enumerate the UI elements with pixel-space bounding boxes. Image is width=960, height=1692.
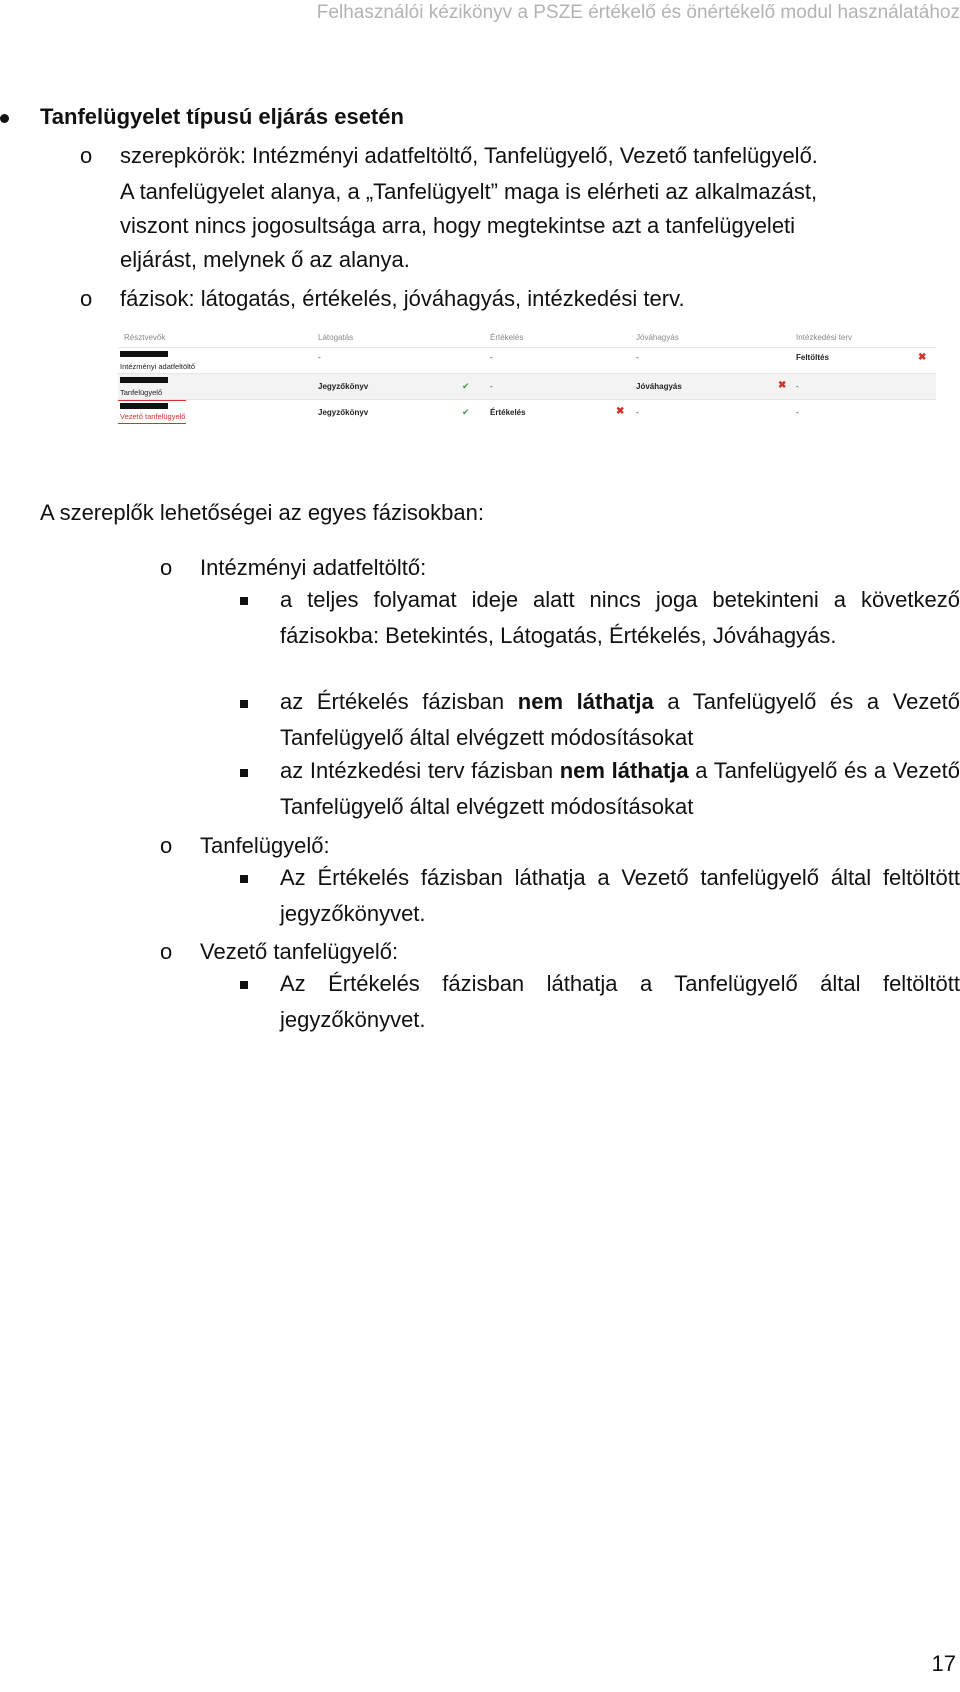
redacted-name (120, 377, 168, 383)
header-latogatas: Látogatás (318, 333, 354, 342)
header-jovahagyas: Jóváhagyás (636, 333, 679, 342)
redacted-name (120, 403, 168, 409)
cross-icon: ✖ (918, 352, 927, 363)
header-ertekeles: Értékelés (490, 333, 524, 342)
bullet-dot-icon (0, 114, 9, 123)
square-bullet-icon (240, 700, 248, 708)
highlight-line (118, 400, 186, 401)
roles-intro: A szereplők lehetőségei az egyes fázisokban: (40, 500, 484, 525)
actor-intezmenyi-adatfelto: Intézményi adatfeltöltő: (200, 555, 427, 580)
cell-ertekeles: - (490, 382, 493, 391)
cell-ertekeles: Értékelés (490, 408, 526, 417)
header-intezkedesi-terv: Intézkedési terv (796, 333, 853, 342)
actor-tanfelugyelo: Tanfelügyelő: (200, 833, 330, 858)
note-line-1: A tanfelügyelet alanya, a „Tanfelügyelt” maga is elérheti az alkalmazást, (120, 179, 818, 204)
table-header (118, 332, 936, 346)
actor2-item-1: Az Értékelés fázisban láthatja a Vezető tanfelügyelő által feltöltött jegyzőkönyvet. (280, 865, 960, 926)
row-role-highlighted: Vezető tanfelügyelő (120, 412, 186, 421)
check-icon: ✔ (462, 407, 470, 417)
table-row (118, 399, 936, 425)
cell-jovahagyas: - (636, 353, 639, 362)
cell-latogatas: Jegyzőkönyv (318, 408, 369, 417)
phase-table-screenshot (118, 332, 936, 424)
cell-intezkedesi: - (796, 382, 799, 391)
roles-line: szerepkörök: Intézményi adatfeltöltő, Tanfelügyelő, Vezető tanfelügyelő. (120, 143, 818, 168)
redacted-name (120, 351, 168, 357)
actor-vezeto-tanfelugyelo: Vezető tanfelügyelő: (200, 939, 399, 964)
list-marker-o: o (160, 833, 173, 858)
square-bullet-icon (240, 769, 248, 777)
cross-icon: ✖ (778, 380, 787, 391)
row-role: Tanfelügyelő (120, 388, 163, 397)
square-bullet-icon (240, 597, 248, 605)
cell-latogatas: Jegyzőkönyv (318, 382, 369, 391)
phases-line: fázisok: látogatás, értékelés, jóváhagyás, intézkedési terv. (120, 286, 685, 311)
header-resztvevok: Résztvevők (124, 333, 166, 342)
section-heading: Tanfelügyelet típusú eljárás esetén (40, 104, 404, 129)
cell-jovahagyas: Jóváhagyás (636, 382, 682, 391)
actor1-item-2: az Értékelés fázisban nem láthatja a Tanfelügyelő és a Vezető Tanfelügyelő által elvégzett módosításokat (280, 689, 960, 750)
cell-ertekeles: - (490, 353, 493, 362)
table-row (118, 373, 936, 399)
square-bullet-icon (240, 981, 248, 989)
cell-intezkedesi: - (796, 408, 799, 417)
note-line-2: viszont nincs jogosultsága arra, hogy megtekintse azt a tanfelügyeleti (120, 213, 796, 238)
table-row (118, 347, 936, 373)
cell-jovahagyas: - (636, 408, 639, 417)
list-marker-o: o (160, 555, 173, 580)
highlight-line (118, 423, 186, 424)
actor1-item-1: a teljes folyamat ideje alatt nincs joga betekinteni a következő fázisokba: Betekintés, Látogatás, Értékelés, Jóváhagyás. (280, 587, 960, 648)
list-marker-o: o (160, 939, 173, 964)
page-number: 17 (931, 1651, 956, 1676)
list-marker-o: o (80, 143, 93, 168)
cell-intezkedesi: Feltöltés (796, 353, 829, 362)
cell-latogatas: - (318, 353, 321, 362)
page-header: Felhasználói kézikönyv a PSZE értékelő és önértékelő modul használatához (316, 2, 960, 23)
check-icon: ✔ (462, 381, 470, 391)
row-role: Intézményi adatfeltöltő (120, 362, 196, 371)
cross-icon: ✖ (616, 406, 625, 417)
note-line-3: eljárást, melynek ő az alanya. (120, 247, 410, 272)
list-marker-o: o (80, 286, 93, 311)
actor1-item-3: az Intézkedési terv fázisban nem láthatja a Tanfelügyelő és a Vezető Tanfelügyelő által elvégzett módosításokat (280, 758, 960, 819)
actor3-item-1: Az Értékelés fázisban láthatja a Tanfelügyelő által feltöltött jegyzőkönyvet. (280, 971, 960, 1032)
square-bullet-icon (240, 875, 248, 883)
